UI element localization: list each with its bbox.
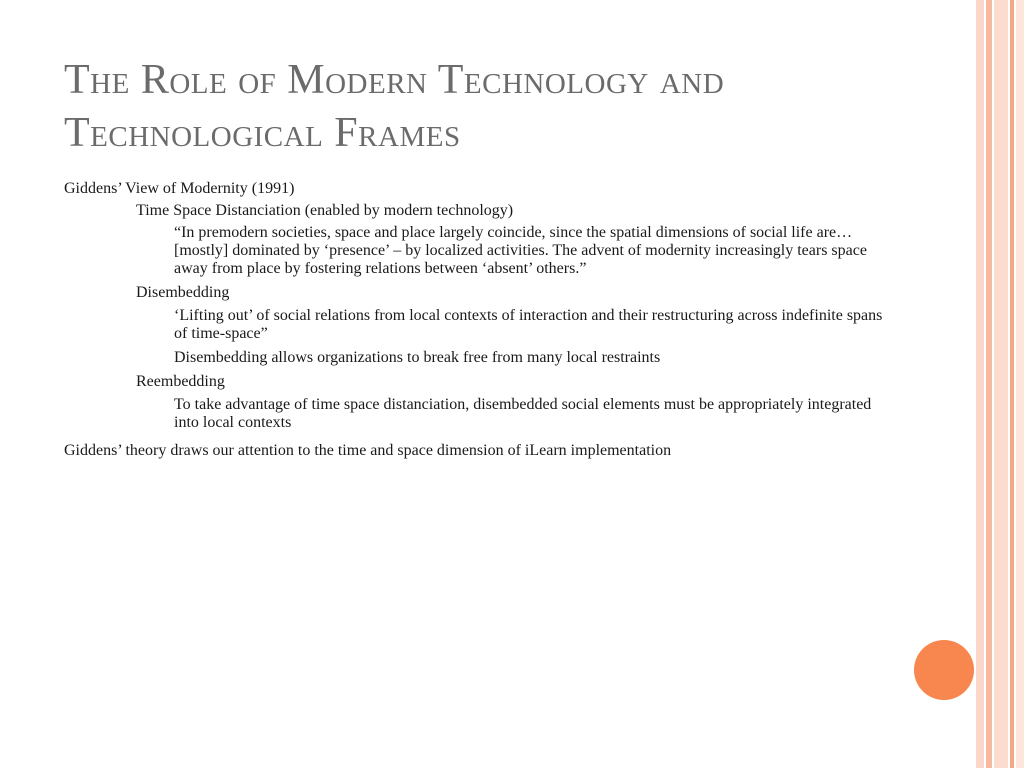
- decorative-stripe: [976, 0, 984, 768]
- decorative-stripe: [986, 0, 992, 768]
- bullet-text: Giddens’ theory draws our attention to the time and space dimension of iLearn implementation: [64, 442, 672, 459]
- bullet-item: [174, 349, 894, 367]
- bullet-text: Reembedding: [136, 373, 225, 390]
- decorative-stripe: [1010, 0, 1014, 768]
- bullet-text: ‘Lifting out’ of social relations from local contexts of interaction and their restructuring across indefinite spans of time-space”: [174, 307, 883, 342]
- bullet-item: [64, 442, 894, 460]
- decorative-stripe: [1016, 0, 1024, 768]
- bullet-list-level-3: [174, 396, 894, 432]
- bullet-list-level-3: [174, 224, 894, 278]
- bullet-text: Disembedding: [136, 284, 230, 301]
- bullet-text: “In premodern societies, space and place largely coincide, since the spatial dimensions of social life are…[mostly] dominated by ‘presence’ – by localized activities. The advent of modernity increasingly tears space away from place by fostering relations between ‘absent’ others.”: [174, 224, 867, 277]
- bullet-list-level-2: [136, 202, 894, 432]
- bullet-item: [136, 284, 894, 367]
- bullet-item: [64, 180, 894, 432]
- bullet-list-level-1: [64, 180, 894, 460]
- bullet-item: [174, 224, 894, 278]
- bullet-text: To take advantage of time space distanciation, disembedded social elements must be appropriately integrated into local contexts: [174, 396, 872, 431]
- bullet-item: [174, 396, 894, 432]
- bullet-item: [136, 373, 894, 432]
- decorative-stripe: [994, 0, 1008, 768]
- bullet-item: [136, 202, 894, 278]
- decorative-circle: [914, 640, 974, 700]
- bullet-item: [174, 307, 894, 343]
- bullet-text: Time Space Distanciation (enabled by modern technology): [136, 202, 514, 219]
- slide-title: The Role of Modern Technology and Technological Frames: [64, 57, 725, 156]
- slide-body: [64, 180, 894, 460]
- bullet-text: Disembedding allows organizations to break free from many local restraints: [174, 349, 661, 366]
- bullet-list-level-3: [174, 307, 894, 367]
- bullet-text: Giddens’ View of Modernity (1991): [64, 180, 295, 197]
